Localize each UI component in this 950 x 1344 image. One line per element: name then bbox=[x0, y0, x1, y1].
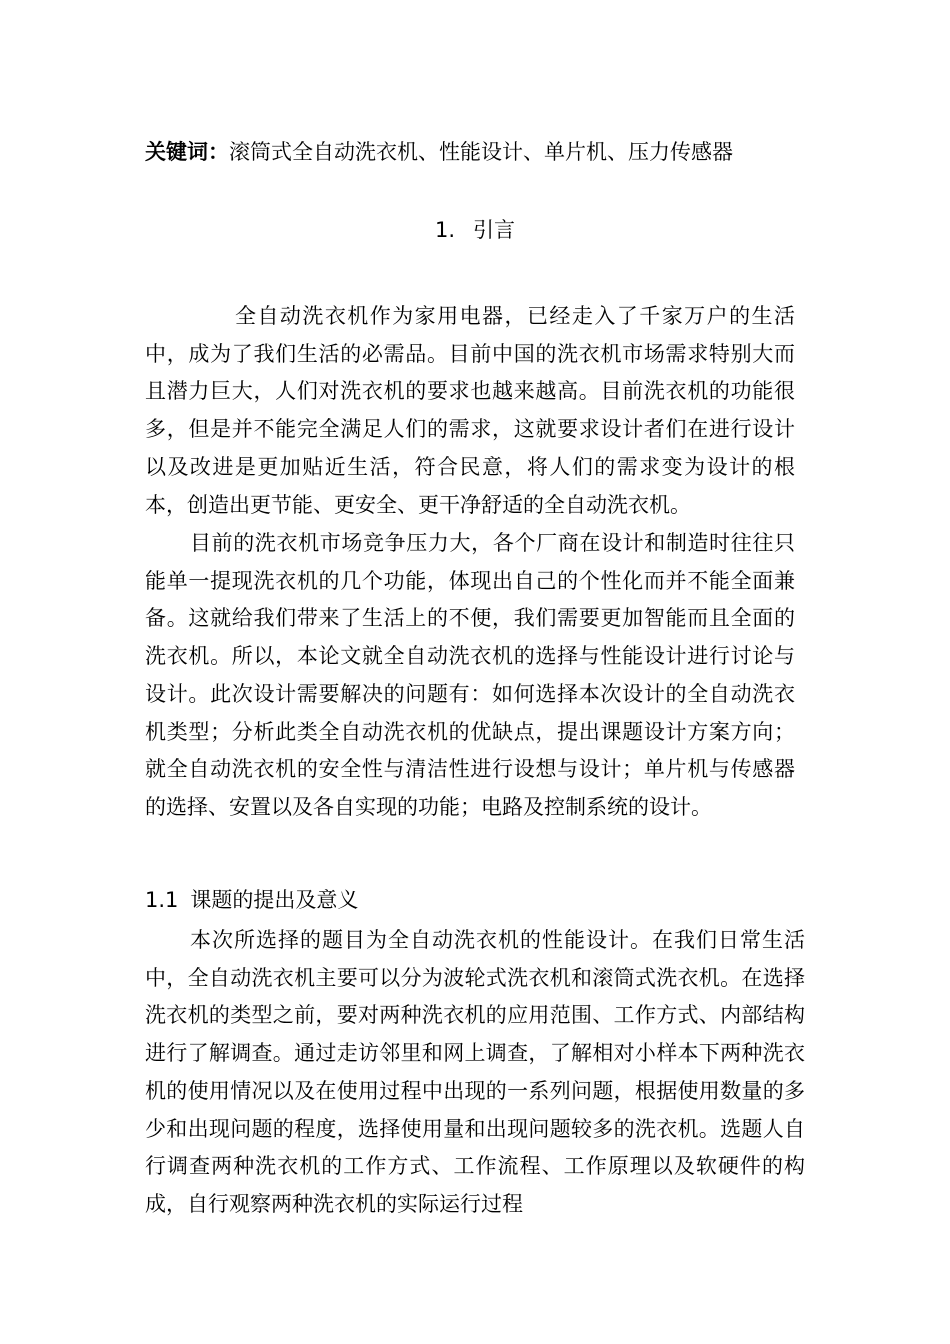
section-heading-introduction bbox=[0, 214, 950, 246]
paragraph-text: 目前的洗衣机市场竞争压力大，各个厂商在设计和制造时往往只能单一提现洗衣机的几个功能，体现出自己的个性化而并不能全面兼备。这就给我们带来了生活上的不便，我们需要更加智能而且全面的洗衣机。所以，本论文就全自动洗衣机的选择与性能设计进行讨论与设计。此次设计需要解决的问题有：如何选择本次设计的全自动洗衣机类型；分析此类全自动洗衣机的优缺点，提出课题设计方案方向；就全自动洗衣机的安全性与清洁性进行设想与设计；单片机与传感器的选择、安置以及各自实现的功能；电路及控制系统的设计。 bbox=[145, 531, 795, 819]
paragraph-text: 本次所选择的题目为全自动洗衣机的性能设计。在我们日常生活中，全自动洗衣机主要可以分为波轮式洗衣机和滚筒式洗衣机。在选择洗衣机的类型之前，要对两种洗衣机的应用范围、工作方式、内部结构进行了解调查。通过走访邻里和网上调查，了解相对小样本下两种洗衣机的使用情况以及在使用过程中出现的一系列问题，根据使用数量的多少和出现问题的程度，选择使用量和出现问题较多的洗衣机。选题人自行调查两种洗衣机的工作方式、工作流程、工作原理以及软硬件的构成，自行观察两种洗衣机的实际运行过程 bbox=[145, 928, 805, 1216]
keywords-line bbox=[145, 136, 733, 168]
subsection-title: 课题的提出及意义 bbox=[190, 888, 359, 912]
subsection-heading bbox=[145, 884, 358, 916]
section-number: 1. bbox=[434, 218, 456, 242]
subsection-number: 1.1 bbox=[145, 888, 179, 912]
intro-paragraph-2 bbox=[145, 525, 795, 827]
paragraph-text: 全自动洗衣机作为家用电器，已经走入了千家万户的生活中，成为了我们生活的必需品。目前中国的洗衣机市场需求特别大而且潜力巨大，人们对洗衣机的要求也越来越高。目前洗衣机的功能很多，但是并不能完全满足人们的需求，这就要求设计者们在进行设计以及改进是更加贴近生活，符合民意，将人们的需求变为设计的根本，创造出更节能、更安全、更干净舒适的全自动洗衣机。 bbox=[145, 304, 795, 517]
keywords-label: 关键词： bbox=[145, 140, 229, 164]
section-title: 引言 bbox=[473, 218, 516, 242]
keywords-text: 滚筒式全自动洗衣机、性能设计、单片机、压力传感器 bbox=[229, 140, 733, 164]
intro-paragraph-1 bbox=[145, 298, 795, 524]
subsection-paragraph bbox=[145, 922, 805, 1224]
